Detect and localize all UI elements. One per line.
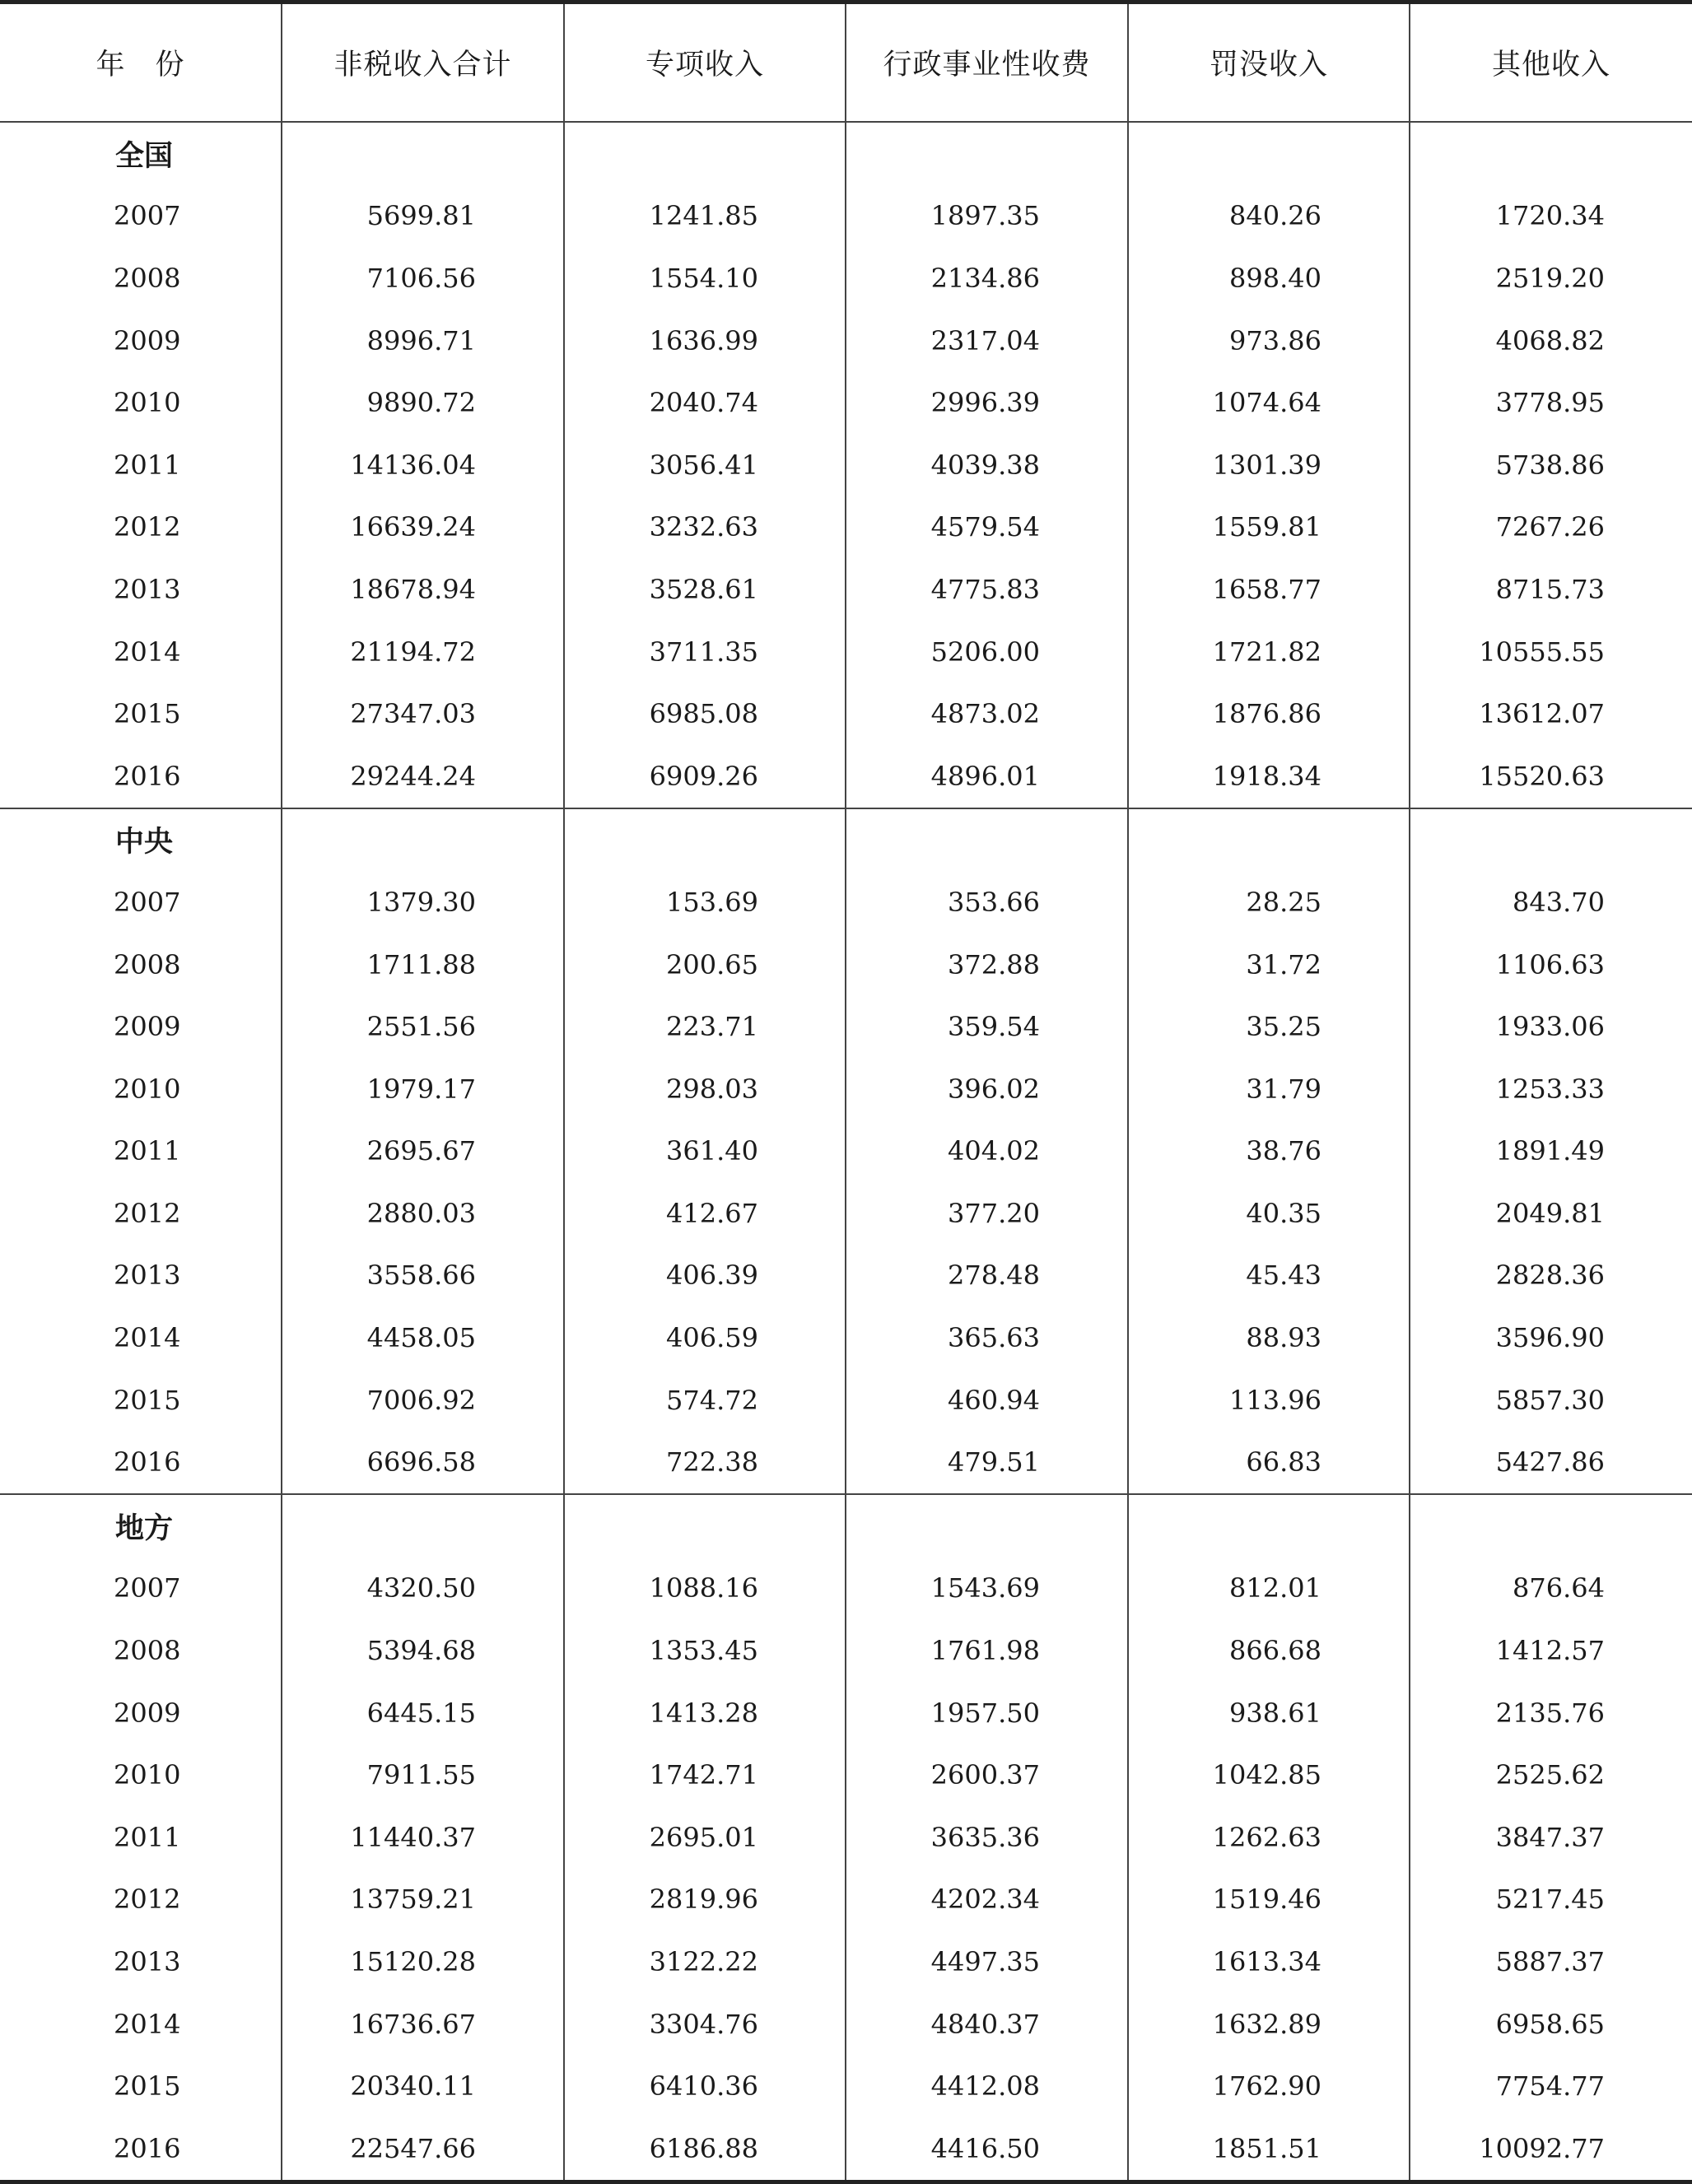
- other-cell: 5427.86: [1410, 1431, 1692, 1494]
- table-row: [0, 934, 1692, 996]
- fines-cell: 1762.90: [1128, 2055, 1410, 2117]
- table-row: [0, 1806, 1692, 1869]
- table-row: [0, 1431, 1692, 1494]
- table-row: [0, 1369, 1692, 1432]
- other-cell: 1720.34: [1410, 185, 1692, 248]
- table-row: [0, 1558, 1692, 1620]
- group-label-row: [0, 122, 1692, 185]
- empty-cell: [282, 808, 564, 872]
- other-cell: 2828.36: [1410, 1245, 1692, 1307]
- special-cell: 6909.26: [564, 745, 846, 808]
- year-cell: 2012: [114, 1197, 181, 1229]
- year-cell: 2013: [114, 1946, 181, 1978]
- empty-cell: [1128, 122, 1410, 185]
- special-cell: 3304.76: [564, 1993, 846, 2056]
- total-cell: 16639.24: [282, 496, 564, 559]
- year-cell: 2008: [114, 262, 181, 294]
- total-cell: 2551.56: [282, 995, 564, 1058]
- fines-cell: 973.86: [1128, 310, 1410, 372]
- empty-cell: [564, 122, 846, 185]
- special-cell: 153.69: [564, 871, 846, 934]
- other-cell: 1412.57: [1410, 1619, 1692, 1682]
- other-cell: 3847.37: [1410, 1806, 1692, 1869]
- other-cell: 5217.45: [1410, 1869, 1692, 1931]
- fines-cell: 938.61: [1128, 1682, 1410, 1744]
- total-cell: 29244.24: [282, 745, 564, 808]
- other-cell: 15520.63: [1410, 745, 1692, 808]
- year-cell: 2015: [114, 1384, 181, 1416]
- year-cell: 2010: [114, 1759, 181, 1791]
- other-cell: 5887.37: [1410, 1930, 1692, 1993]
- empty-cell: [564, 1494, 846, 1558]
- total-cell: 7911.55: [282, 1744, 564, 1806]
- fines-cell: 1851.51: [1128, 2117, 1410, 2182]
- admin-fees-cell: 4896.01: [846, 745, 1128, 808]
- year-cell: 2009: [114, 1697, 181, 1729]
- admin-fees-cell: 2134.86: [846, 247, 1128, 310]
- year-cell: 2014: [114, 636, 181, 668]
- other-cell: 7267.26: [1410, 496, 1692, 559]
- other-cell: 4068.82: [1410, 310, 1692, 372]
- fines-cell: 1042.85: [1128, 1744, 1410, 1806]
- admin-fees-cell: 4840.37: [846, 1993, 1128, 2056]
- other-cell: 843.70: [1410, 871, 1692, 934]
- fines-cell: 31.72: [1128, 934, 1410, 996]
- table-group: [0, 808, 1692, 1495]
- table-row: [0, 558, 1692, 621]
- fines-cell: 1658.77: [1128, 558, 1410, 621]
- table-row: [0, 496, 1692, 559]
- total-cell: 7006.92: [282, 1369, 564, 1432]
- year-cell: 2011: [114, 1821, 181, 1853]
- total-cell: 20340.11: [282, 2055, 564, 2117]
- table-row: [0, 1245, 1692, 1307]
- fines-cell: 898.40: [1128, 247, 1410, 310]
- fines-cell: 1918.34: [1128, 745, 1410, 808]
- special-cell: 574.72: [564, 1369, 846, 1432]
- fines-cell: 1262.63: [1128, 1806, 1410, 1869]
- total-cell: 8996.71: [282, 310, 564, 372]
- table-group: [0, 1494, 1692, 2182]
- fines-cell: 66.83: [1128, 1431, 1410, 1494]
- fines-cell: 35.25: [1128, 995, 1410, 1058]
- empty-cell: [282, 1494, 564, 1558]
- special-cell: 2695.01: [564, 1806, 846, 1869]
- table-row: [0, 434, 1692, 496]
- special-cell: 6985.08: [564, 682, 846, 745]
- total-cell: 15120.28: [282, 1930, 564, 1993]
- table-row: [0, 745, 1692, 808]
- table-row: [0, 1058, 1692, 1120]
- admin-fees-cell: 365.63: [846, 1306, 1128, 1369]
- fines-cell: 28.25: [1128, 871, 1410, 934]
- table-row: [0, 371, 1692, 434]
- admin-fees-cell: 4873.02: [846, 682, 1128, 745]
- other-cell: 2519.20: [1410, 247, 1692, 310]
- empty-cell: [846, 1494, 1128, 1558]
- admin-fees-cell: 4497.35: [846, 1930, 1128, 1993]
- table-row: [0, 2117, 1692, 2182]
- other-cell: 10092.77: [1410, 2117, 1692, 2182]
- fines-cell: 1301.39: [1128, 434, 1410, 496]
- empty-cell: [1128, 808, 1410, 872]
- empty-cell: [846, 808, 1128, 872]
- special-cell: 3528.61: [564, 558, 846, 621]
- header-year: 年 份: [0, 2, 282, 123]
- group-label-row: [0, 808, 1692, 872]
- table-row: [0, 247, 1692, 310]
- other-cell: 10555.55: [1410, 621, 1692, 683]
- fines-cell: 840.26: [1128, 185, 1410, 248]
- fines-cell: 88.93: [1128, 1306, 1410, 1369]
- year-cell: 2007: [114, 1572, 181, 1604]
- fines-cell: 1613.34: [1128, 1930, 1410, 1993]
- header-row: [0, 2, 1692, 123]
- table-row: [0, 1306, 1692, 1369]
- special-cell: 1636.99: [564, 310, 846, 372]
- admin-fees-cell: 4202.34: [846, 1869, 1128, 1931]
- year-cell: 2014: [114, 1322, 181, 1354]
- total-cell: 9890.72: [282, 371, 564, 434]
- total-cell: 22547.66: [282, 2117, 564, 2182]
- total-cell: 18678.94: [282, 558, 564, 621]
- fines-cell: 1074.64: [1128, 371, 1410, 434]
- admin-fees-cell: 1957.50: [846, 1682, 1128, 1744]
- other-cell: 3778.95: [1410, 371, 1692, 434]
- special-cell: 406.59: [564, 1306, 846, 1369]
- year-cell: 2013: [114, 573, 181, 605]
- other-cell: 3596.90: [1410, 1306, 1692, 1369]
- fines-cell: 38.76: [1128, 1120, 1410, 1183]
- fines-cell: 31.79: [1128, 1058, 1410, 1120]
- admin-fees-cell: 4416.50: [846, 2117, 1128, 2182]
- other-cell: 2049.81: [1410, 1182, 1692, 1245]
- fines-cell: 1721.82: [1128, 621, 1410, 683]
- admin-fees-cell: 479.51: [846, 1431, 1128, 1494]
- table-row: [0, 1682, 1692, 1744]
- admin-fees-cell: 2600.37: [846, 1744, 1128, 1806]
- other-cell: 1933.06: [1410, 995, 1692, 1058]
- special-cell: 406.39: [564, 1245, 846, 1307]
- special-cell: 3711.35: [564, 621, 846, 683]
- year-cell: 2008: [114, 948, 181, 980]
- special-cell: 412.67: [564, 1182, 846, 1245]
- total-cell: 14136.04: [282, 434, 564, 496]
- total-cell: 5699.81: [282, 185, 564, 248]
- admin-fees-cell: 353.66: [846, 871, 1128, 934]
- table-row: [0, 1869, 1692, 1931]
- fines-cell: 1559.81: [1128, 496, 1410, 559]
- year-cell: 2015: [114, 698, 181, 730]
- special-cell: 3056.41: [564, 434, 846, 496]
- year-cell: 2011: [114, 449, 181, 481]
- admin-fees-cell: 1761.98: [846, 1619, 1128, 1682]
- year-cell: 2016: [0, 745, 282, 808]
- year-cell: 2013: [114, 1260, 181, 1292]
- fines-cell: 866.68: [1128, 1619, 1410, 1682]
- table-row: [0, 682, 1692, 745]
- total-cell: 1379.30: [282, 871, 564, 934]
- special-cell: 6410.36: [564, 2055, 846, 2117]
- fines-cell: 40.35: [1128, 1182, 1410, 1245]
- table-row: [0, 2055, 1692, 2117]
- year-cell: 2007: [114, 200, 181, 232]
- admin-fees-cell: 4579.54: [846, 496, 1128, 559]
- total-cell: 13759.21: [282, 1869, 564, 1931]
- admin-fees-cell: 4412.08: [846, 2055, 1128, 2117]
- admin-fees-cell: 2996.39: [846, 371, 1128, 434]
- other-cell: 2525.62: [1410, 1744, 1692, 1806]
- empty-cell: [282, 122, 564, 185]
- total-cell: 4458.05: [282, 1306, 564, 1369]
- total-cell: 1979.17: [282, 1058, 564, 1120]
- special-cell: 2819.96: [564, 1869, 846, 1931]
- header-other: 其他收入: [1410, 2, 1692, 123]
- special-cell: 1413.28: [564, 1682, 846, 1744]
- empty-cell: [1410, 808, 1692, 872]
- year-cell: 2014: [114, 2008, 181, 2040]
- group-label: 地方: [115, 1511, 174, 1545]
- empty-cell: [846, 122, 1128, 185]
- group-label: 中央: [115, 825, 174, 859]
- fines-cell: 45.43: [1128, 1245, 1410, 1307]
- fines-cell: 1519.46: [1128, 1869, 1410, 1931]
- year-cell: 2016: [0, 1431, 282, 1494]
- total-cell: 2880.03: [282, 1182, 564, 1245]
- table-row: [0, 185, 1692, 248]
- admin-fees-cell: 278.48: [846, 1245, 1128, 1307]
- fines-cell: 113.96: [1128, 1369, 1410, 1432]
- other-cell: 1891.49: [1410, 1120, 1692, 1183]
- admin-fees-cell: 372.88: [846, 934, 1128, 996]
- group-label-row: [0, 1494, 1692, 1558]
- other-cell: 876.64: [1410, 1558, 1692, 1620]
- special-cell: 3232.63: [564, 496, 846, 559]
- table-row: [0, 621, 1692, 683]
- other-cell: 5857.30: [1410, 1369, 1692, 1432]
- total-cell: 4320.50: [282, 1558, 564, 1620]
- header-total: 非税收入合计: [282, 2, 564, 123]
- admin-fees-cell: 460.94: [846, 1369, 1128, 1432]
- year-cell: 2012: [114, 511, 181, 543]
- other-cell: 2135.76: [1410, 1682, 1692, 1744]
- table-row: [0, 310, 1692, 372]
- table-row: [0, 1182, 1692, 1245]
- admin-fees-cell: 4775.83: [846, 558, 1128, 621]
- year-cell: 2009: [114, 324, 181, 356]
- admin-fees-cell: 359.54: [846, 995, 1128, 1058]
- table-row: [0, 995, 1692, 1058]
- special-cell: 1353.45: [564, 1619, 846, 1682]
- special-cell: 200.65: [564, 934, 846, 996]
- other-cell: 1106.63: [1410, 934, 1692, 996]
- fines-cell: 812.01: [1128, 1558, 1410, 1620]
- special-cell: 361.40: [564, 1120, 846, 1183]
- admin-fees-cell: 1897.35: [846, 185, 1128, 248]
- special-cell: 1742.71: [564, 1744, 846, 1806]
- other-cell: 13612.07: [1410, 682, 1692, 745]
- admin-fees-cell: 5206.00: [846, 621, 1128, 683]
- admin-fees-cell: 2317.04: [846, 310, 1128, 372]
- total-cell: 3558.66: [282, 1245, 564, 1307]
- admin-fees-cell: 3635.36: [846, 1806, 1128, 1869]
- special-cell: 223.71: [564, 995, 846, 1058]
- other-cell: 7754.77: [1410, 2055, 1692, 2117]
- table-row: [0, 1744, 1692, 1806]
- empty-cell: [564, 808, 846, 872]
- header-fines: 罚没收入: [1128, 2, 1410, 123]
- special-cell: 1088.16: [564, 1558, 846, 1620]
- other-cell: 6958.65: [1410, 1993, 1692, 2056]
- empty-cell: [1128, 1494, 1410, 1558]
- total-cell: 2695.67: [282, 1120, 564, 1183]
- other-cell: 1253.33: [1410, 1058, 1692, 1120]
- total-cell: 16736.67: [282, 1993, 564, 2056]
- table-row: [0, 1120, 1692, 1183]
- special-cell: 1241.85: [564, 185, 846, 248]
- admin-fees-cell: 1543.69: [846, 1558, 1128, 1620]
- year-cell: 2007: [114, 886, 181, 918]
- empty-cell: [1410, 122, 1692, 185]
- other-cell: 5738.86: [1410, 434, 1692, 496]
- total-cell: 5394.68: [282, 1619, 564, 1682]
- admin-fees-cell: 4039.38: [846, 434, 1128, 496]
- other-cell: 8715.73: [1410, 558, 1692, 621]
- total-cell: 7106.56: [282, 247, 564, 310]
- total-cell: 1711.88: [282, 934, 564, 996]
- total-cell: 6696.58: [282, 1431, 564, 1494]
- group-label: 全国: [115, 138, 174, 173]
- year-cell: 2010: [114, 1073, 181, 1105]
- fines-cell: 1876.86: [1128, 682, 1410, 745]
- total-cell: 11440.37: [282, 1806, 564, 1869]
- year-cell: 2008: [114, 1635, 181, 1667]
- fines-cell: 1632.89: [1128, 1993, 1410, 2056]
- table-row: [0, 871, 1692, 934]
- admin-fees-cell: 404.02: [846, 1120, 1128, 1183]
- admin-fees-cell: 396.02: [846, 1058, 1128, 1120]
- special-cell: 1554.10: [564, 247, 846, 310]
- special-cell: 722.38: [564, 1431, 846, 1494]
- total-cell: 21194.72: [282, 621, 564, 683]
- year-cell: 2012: [114, 1884, 181, 1916]
- special-cell: 6186.88: [564, 2117, 846, 2182]
- total-cell: 6445.15: [282, 1682, 564, 1744]
- year-cell: 2015: [114, 2070, 181, 2103]
- special-cell: 3122.22: [564, 1930, 846, 1993]
- special-cell: 298.03: [564, 1058, 846, 1120]
- year-cell: 2009: [114, 1011, 181, 1043]
- header-special: 专项收入: [564, 2, 846, 123]
- header-admin-fees: 行政事业性收费: [846, 2, 1128, 123]
- table-row: [0, 1619, 1692, 1682]
- table-row: [0, 1930, 1692, 1993]
- year-cell: 2011: [114, 1135, 181, 1167]
- empty-cell: [1410, 1494, 1692, 1558]
- admin-fees-cell: 377.20: [846, 1182, 1128, 1245]
- year-cell: 2016: [114, 2132, 181, 2164]
- table-row: [0, 1993, 1692, 2056]
- special-cell: 2040.74: [564, 371, 846, 434]
- table-header: [0, 2, 1692, 123]
- table-group: [0, 122, 1692, 808]
- year-cell: 2010: [114, 387, 181, 419]
- total-cell: 27347.03: [282, 682, 564, 745]
